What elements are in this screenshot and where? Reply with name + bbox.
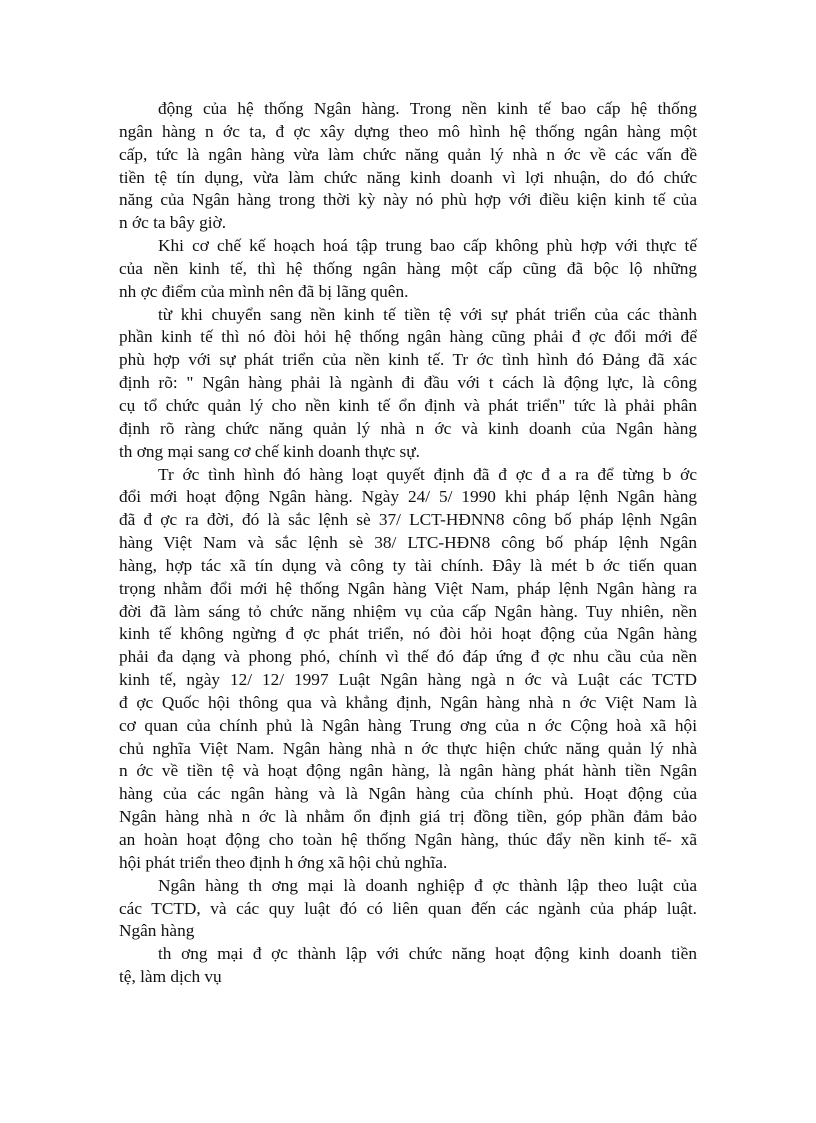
text-line: phải đa dạng và phong phó, chính vì thế đó đáp ứng đ ợc nhu cầu của nền bbox=[119, 647, 697, 667]
document-page bbox=[119, 98, 697, 989]
text-line: động của hệ thống Ngân hàng. Trong nền kinh tế bao cấp hệ thống bbox=[158, 99, 697, 118]
text-line: n ớc ta bây giờ. bbox=[119, 213, 227, 233]
text-line: th ơng mại sang cơ chế kinh doanh thực sự. bbox=[119, 441, 420, 461]
text-line: của nền kinh tế, thì hệ thống ngân hàng một cấp cũng đã bộc lộ những bbox=[119, 258, 697, 278]
text-line: đã đ ợc ra đời, đó là sắc lệnh sè 37/ LCT-HĐNN8 công bố pháp lệnh Ngân bbox=[119, 510, 697, 530]
text-line: kinh tế không ngừng đ ợc phát triển, nó đòi hỏi hoạt động của Ngân hàng bbox=[119, 624, 697, 644]
paragraph-commercial-bank-definition bbox=[119, 875, 697, 944]
text-line: định rõ ràng chức năng quản lý nhà n ớc và kinh doanh của Ngân hàng bbox=[119, 418, 697, 438]
text-line: cấp, tức là ngân hàng vừa làm chức năng quản lý nhà n ớc về các vấn đề bbox=[119, 144, 697, 164]
text-line: tệ, làm dịch vụ bbox=[119, 967, 222, 987]
text-line: đời đã làm sáng tỏ chức năng nhiệm vụ của cấp Ngân hàng. Tuy nhiên, nền bbox=[119, 601, 697, 621]
text-line: hội phát triển theo định h ớng xã hội chủ nghĩa. bbox=[119, 852, 448, 872]
text-line: phần kinh tế thì nó đòi hỏi hệ thống ngân hàng cũng phải đ ợc đổi mới để bbox=[119, 327, 697, 347]
text-line: đổi mới hoạt động Ngân hàng. Ngày 24/ 5/ 1990 khi pháp lệnh Ngân hàng bbox=[119, 487, 697, 507]
text-line: trọng nhằm đổi mới hệ thống Ngân hàng Việt Nam, pháp lệnh Ngân hàng ra bbox=[119, 578, 697, 598]
text-line: các TCTD, và các quy luật đó có liên quan đến các ngành của pháp luật. bbox=[119, 898, 697, 918]
paragraph-commercial-bank-function bbox=[119, 943, 697, 989]
text-line: Tr ớc tình hình đó hàng loạt quyết định đã đ ợc đ a ra để từng b ớc bbox=[158, 464, 697, 484]
text-line: kinh tế, ngày 12/ 12/ 1997 Luật Ngân hàng ngà n ớc và Luật các TCTD bbox=[119, 670, 697, 690]
text-line: hàng của các ngân hàng và là Ngân hàng của chính phủ. Hoạt động của bbox=[119, 784, 697, 804]
text-line: định rõ: " Ngân hàng phải là ngành đi đầu với t cách là động lực, là công bbox=[119, 373, 697, 393]
text-line: phù hợp với sự phát triển của nền kinh tế. Tr ớc tình hình đó Đảng đã xác bbox=[119, 350, 697, 370]
text-line: Ngân hàng th ơng mại là doanh nghiệp đ ợc thành lập theo luật của bbox=[158, 875, 697, 895]
text-line: n ớc về tiền tệ và hoạt động ngân hàng, là ngân hàng phát hành tiền Ngân bbox=[119, 761, 697, 781]
text-line: đ ợc Quốc hội thông qua và khẳng định, Ngân hàng nhà n ớc Việt Nam là bbox=[119, 692, 697, 712]
text-line: cụ tổ chức quản lý cho nền kinh tế ổn định và phát triển" tức là phải phân bbox=[119, 395, 697, 415]
text-line: cơ quan của chính phủ là Ngân hàng Trung ơng của n ớc Cộng hoà xã hội bbox=[119, 715, 697, 735]
text-line: Ngân hàng nhà n ớc là nhằm ổn định giá trị đồng tiền, góp phần đảm bảo bbox=[119, 807, 697, 827]
text-line: nh ợc điểm của mình nên đã bị lãng quên. bbox=[119, 281, 409, 301]
paragraph-banking-system-subsidy bbox=[119, 98, 697, 235]
text-line: Ngân hàng bbox=[119, 921, 195, 941]
paragraph-banking-reforms bbox=[119, 464, 697, 875]
text-line: ngân hàng n ớc ta, đ ợc xây dựng theo mô hình hệ thống ngân hàng một bbox=[119, 121, 697, 141]
text-line: năng của Ngân hàng trong thời kỳ này nó phù hợp với điều kiện kinh tế của bbox=[119, 190, 697, 210]
text-line: Khi cơ chế kế hoạch hoá tập trung bao cấp không phù hợp với thực tế bbox=[158, 236, 697, 256]
text-line: hàng Việt Nam và sắc lệnh sè 38/ LTC-HĐN8 công bố pháp lệnh Ngân bbox=[119, 533, 697, 553]
text-line: chủ nghĩa Việt Nam. Ngân hàng nhà n ớc thực hiện chức năng quản lý nhà bbox=[119, 738, 697, 758]
text-line: hàng, hợp tác xã tín dụng và công ty tài chính. Đây là mét b ớc tiến quan bbox=[119, 555, 697, 575]
paragraph-one-tier-weakness bbox=[119, 235, 697, 304]
text-line: an hoàn hoạt động cho toàn hệ thống Ngân hàng, thúc đẩy nền kinh tế- xã bbox=[119, 830, 697, 849]
paragraph-market-transition bbox=[119, 304, 697, 464]
text-line: th ơng mại đ ợc thành lập với chức năng hoạt động kinh doanh tiền bbox=[158, 944, 697, 964]
text-line: từ khi chuyển sang nền kinh tế tiền tệ với sự phát triển của các thành bbox=[158, 304, 697, 324]
text-line: tiền tệ tín dụng, vừa làm chức năng kinh doanh vì lợi nhuận, do đó chức bbox=[119, 167, 697, 187]
